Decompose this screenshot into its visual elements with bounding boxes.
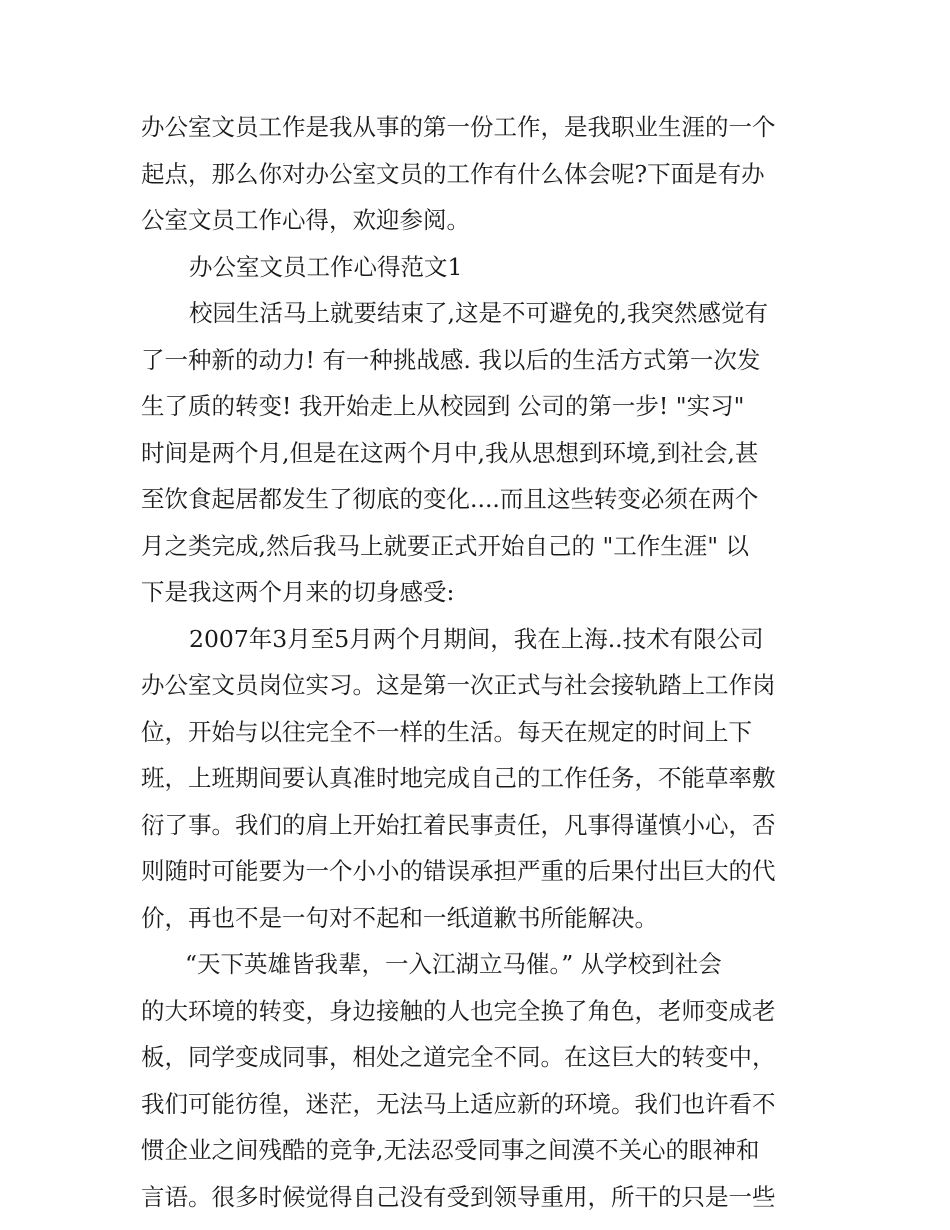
text-line: 了一种新的动力! 有一种挑战感. 我以后的生活方式第一次发 <box>141 345 761 374</box>
text-line: 起点，那么你对办公室文员的工作有什么体会呢?下面是有办 <box>141 159 765 188</box>
text-line: 的大环境的转变，身边接触的人也完全换了角色，老师变成老 <box>141 996 776 1025</box>
text-line: 我们可能彷徨，迷茫，无法马上适应新的环境。我们也许看不 <box>141 1089 776 1118</box>
text-line: 则随时可能要为一个小小的错误承担严重的后果付出巨大的代 <box>141 857 776 885</box>
text-line: 价，再也不是一句对不起和一纸道歉书所能解决。 <box>141 903 658 932</box>
text-line: 校园生活马上就要结束了,这是不可避免的,我突然感觉有 <box>189 299 768 327</box>
text-line: 班，上班期间要认真准时地完成自己的工作任务，不能草率敷 <box>141 764 776 792</box>
text-line: 办公室文员岗位实习。这是第一次正式与社会接轨踏上工作岗 <box>141 671 776 699</box>
text-line: 2007年3月至5月两个月期间，我在上海..技术有限公司 <box>189 624 764 653</box>
text-line: 办公室文员工作是我从事的第一份工作，是我职业生涯的一个 <box>141 113 776 141</box>
text-line: 板，同学变成同事，相处之道完全不同。在这巨大的转变中， <box>141 1043 776 1071</box>
text-line: 生了质的转变! 我开始走上从校园到 公司的第一步! "实习" <box>141 392 745 420</box>
text-line: “天下英雄皆我辈，一入江湖立马催。” 从学校到社会 <box>185 950 722 978</box>
text-line: 下是我这两个月来的切身感受: <box>141 578 455 606</box>
text-line: 惯企业之间残酷的竞争,无法忍受同事之间漠不关心的眼神和 <box>141 1136 760 1164</box>
text-line: 至饮食起居都发生了彻底的变化....而且这些转变必须在两个 <box>141 485 759 513</box>
text-line: 月之类完成,然后我马上就要正式开始自己的 "工作生涯" 以 <box>141 531 750 560</box>
text-line: 位，开始与以往完全不一样的生活。每天在规定的时间上下 <box>141 717 752 746</box>
document-body <box>141 104 813 1220</box>
section-heading: 办公室文员工作心得范文1 <box>189 252 463 281</box>
text-line: 时间是两个月,但是在这两个月中,我从思想到环境,到社会,甚 <box>141 438 759 467</box>
text-line: 公室文员工作心得，欢迎参阅。 <box>141 206 470 234</box>
text-line: 衍了事。我们的肩上开始扛着民事责任，凡事得谨慎小心，否 <box>141 810 776 839</box>
text-line: 言语。很多时候觉得自己没有受到领导重用，所干的只是一些 <box>141 1182 776 1211</box>
